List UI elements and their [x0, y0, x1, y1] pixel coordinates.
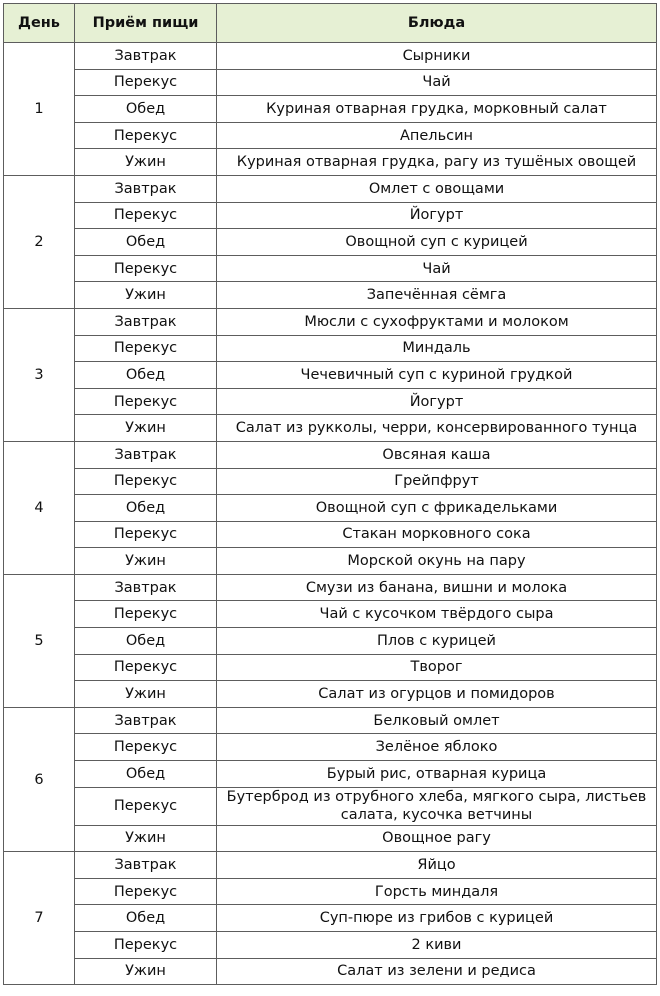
meal-type-cell: Перекус [75, 521, 217, 548]
dish-cell: Овощной суп с фрикадельками [217, 495, 657, 522]
meal-type-cell: Перекус [75, 335, 217, 362]
dish-cell: Зелёное яблоко [217, 734, 657, 761]
meal-type-cell: Перекус [75, 69, 217, 96]
table-row [4, 958, 657, 985]
dish-cell: Плов с курицей [217, 628, 657, 655]
table-row [4, 548, 657, 575]
dish-cell: Чай [217, 255, 657, 282]
dish-cell: Салат из огурцов и помидоров [217, 681, 657, 708]
day-number-cell: 3 [4, 308, 75, 441]
meal-type-cell: Перекус [75, 601, 217, 628]
day-number-cell: 5 [4, 574, 75, 707]
meal-type-cell: Обед [75, 362, 217, 389]
dish-cell: Бурый рис, отварная курица [217, 761, 657, 788]
table-row [4, 905, 657, 932]
table-row [4, 681, 657, 708]
meal-type-cell: Перекус [75, 932, 217, 959]
table-row [4, 761, 657, 788]
dish-cell: Смузи из банана, вишни и молока [217, 574, 657, 601]
dish-cell: Миндаль [217, 335, 657, 362]
table-row [4, 362, 657, 389]
table-row [4, 69, 657, 96]
table-row [4, 521, 657, 548]
table-row [4, 229, 657, 256]
dish-cell: Овощной суп с курицей [217, 229, 657, 256]
table-row [4, 175, 657, 202]
table-row [4, 335, 657, 362]
table-row [4, 574, 657, 601]
dish-cell: Йогурт [217, 202, 657, 229]
dish-cell: 2 киви [217, 932, 657, 959]
dish-cell: Сырники [217, 43, 657, 70]
meal-plan-table [3, 3, 657, 985]
meal-type-cell: Завтрак [75, 43, 217, 70]
dish-cell: Запечённая сёмга [217, 282, 657, 309]
meal-type-cell: Обед [75, 229, 217, 256]
meal-type-cell: Перекус [75, 734, 217, 761]
table-row [4, 707, 657, 734]
meal-type-cell: Обед [75, 96, 217, 123]
table-row [4, 149, 657, 176]
dish-cell: Салат из зелени и редиса [217, 958, 657, 985]
dish-cell: Творог [217, 654, 657, 681]
meal-type-cell: Ужин [75, 149, 217, 176]
meal-type-cell: Обед [75, 628, 217, 655]
day-number-cell: 1 [4, 43, 75, 176]
table-row [4, 468, 657, 495]
dish-cell: Омлет с овощами [217, 175, 657, 202]
meal-type-cell: Перекус [75, 122, 217, 149]
meal-type-cell: Перекус [75, 878, 217, 905]
table-row [4, 415, 657, 442]
table-row [4, 787, 657, 825]
dish-cell: Овощное рагу [217, 825, 657, 852]
meal-type-cell: Завтрак [75, 441, 217, 468]
table-row [4, 628, 657, 655]
dish-cell: Бутерброд из отрубного хлеба, мягкого сыра, листьев салата, кусочка ветчины [217, 787, 657, 825]
table-row [4, 308, 657, 335]
header-meal: Приём пищи [75, 4, 217, 43]
dish-cell: Куриная отварная грудка, морковный салат [217, 96, 657, 123]
table-body [4, 43, 657, 985]
meal-type-cell: Перекус [75, 787, 217, 825]
table-row [4, 388, 657, 415]
meal-type-cell: Ужин [75, 415, 217, 442]
dish-cell: Мюсли с сухофруктами и молоком [217, 308, 657, 335]
meal-type-cell: Завтрак [75, 574, 217, 601]
meal-type-cell: Перекус [75, 654, 217, 681]
table-row [4, 122, 657, 149]
meal-type-cell: Ужин [75, 282, 217, 309]
dish-cell: Йогурт [217, 388, 657, 415]
dish-cell: Стакан морковного сока [217, 521, 657, 548]
meal-type-cell: Обед [75, 905, 217, 932]
dish-cell: Чечевичный суп с куриной грудкой [217, 362, 657, 389]
table-row [4, 495, 657, 522]
meal-type-cell: Перекус [75, 468, 217, 495]
day-number-cell: 6 [4, 707, 75, 851]
meal-type-cell: Перекус [75, 202, 217, 229]
header-day: День [4, 4, 75, 43]
meal-type-cell: Обед [75, 495, 217, 522]
meal-type-cell: Ужин [75, 958, 217, 985]
day-number-cell: 4 [4, 441, 75, 574]
dish-cell: Овсяная каша [217, 441, 657, 468]
dish-cell: Белковый омлет [217, 707, 657, 734]
day-number-cell: 2 [4, 175, 75, 308]
header-dishes: Блюда [217, 4, 657, 43]
table-row [4, 96, 657, 123]
dish-cell: Суп-пюре из грибов с курицей [217, 905, 657, 932]
meal-type-cell: Завтрак [75, 308, 217, 335]
table-row [4, 932, 657, 959]
meal-type-cell: Обед [75, 761, 217, 788]
meal-type-cell: Перекус [75, 255, 217, 282]
dish-cell: Морской окунь на пару [217, 548, 657, 575]
table-row [4, 255, 657, 282]
meal-type-cell: Завтрак [75, 175, 217, 202]
dish-cell: Яйцо [217, 852, 657, 879]
table-row [4, 43, 657, 70]
meal-type-cell: Ужин [75, 548, 217, 575]
table-row [4, 441, 657, 468]
dish-cell: Куриная отварная грудка, рагу из тушёных овощей [217, 149, 657, 176]
day-number-cell: 7 [4, 852, 75, 985]
table-row [4, 654, 657, 681]
table-row [4, 282, 657, 309]
table-row [4, 825, 657, 852]
header-row [4, 4, 657, 43]
table-row [4, 852, 657, 879]
dish-cell: Грейпфрут [217, 468, 657, 495]
dish-cell: Горсть миндаля [217, 878, 657, 905]
meal-type-cell: Завтрак [75, 707, 217, 734]
dish-cell: Салат из рукколы, черри, консервированного тунца [217, 415, 657, 442]
meal-type-cell: Ужин [75, 681, 217, 708]
dish-cell: Чай с кусочком твёрдого сыра [217, 601, 657, 628]
table-header [4, 4, 657, 43]
table-row [4, 878, 657, 905]
dish-cell: Апельсин [217, 122, 657, 149]
meal-type-cell: Ужин [75, 825, 217, 852]
table-row [4, 202, 657, 229]
table-row [4, 734, 657, 761]
meal-type-cell: Перекус [75, 388, 217, 415]
dish-cell: Чай [217, 69, 657, 96]
table-row [4, 601, 657, 628]
meal-type-cell: Завтрак [75, 852, 217, 879]
